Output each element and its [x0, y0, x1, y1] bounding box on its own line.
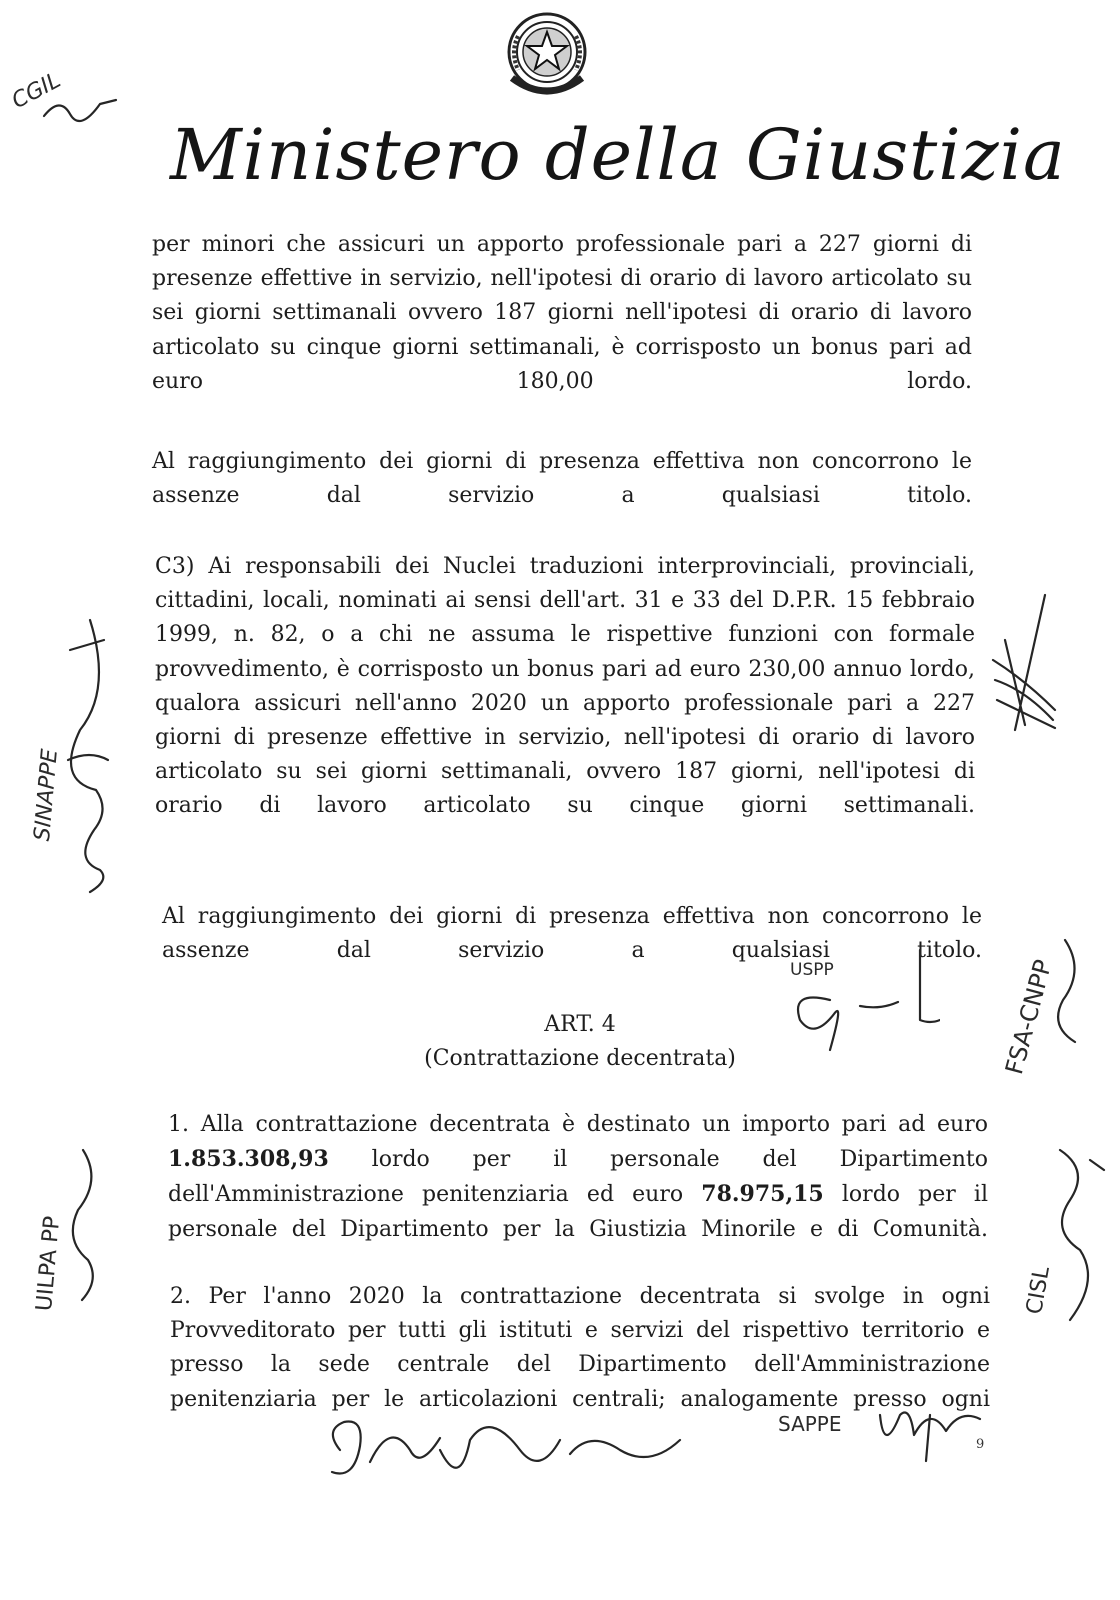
- handwritten-uilpa: UILPA PP: [32, 1215, 66, 1313]
- paragraph-art4-2: 2. Per l'anno 2020 la contrattazione decentrata si svolge in ogni Provveditorato per tutti gli istituti e servizi del rispettivo territorio e presso la sede centrale del Dipartimento dell'Amministrazione penitenziaria per le articolazioni centrali; analogamente presso ogni: [170, 1284, 990, 1412]
- sappe-signature-icon: [870, 1395, 990, 1465]
- handwritten-fsa-cnpp: FSA-CNPP: [1000, 956, 1058, 1078]
- handwritten-sappe: SAPPE: [778, 1412, 842, 1436]
- article-title: (Contrattazione decentrata): [424, 1046, 736, 1071]
- cgil-signature-icon: [40, 86, 120, 126]
- uilpa-signature-icon: [58, 1140, 108, 1310]
- handwritten-cisl: CISL: [1022, 1264, 1055, 1317]
- right-margin-signature-icon: [985, 590, 1065, 740]
- paragraph-bonus-minori: per minori che assicuri un apporto professionale pari a 227 giorni di presenze effettive in servizio, nell'ipotesi di orario di lavoro articolato su sei giorni settimanali ovvero 187 giorni nell'ipotesi di orario di lavoro articolato su cinque giorni settimanali, è corrisposto un bonus pari ad euro 180,00 lordo.: [152, 232, 972, 394]
- handwritten-uspp: USPP: [790, 960, 834, 980]
- article-number: ART. 4: [544, 1012, 616, 1037]
- art4-1-text-a: 1. Alla contrattazione decentrata è destinato un importo pari ad euro: [168, 1112, 988, 1137]
- paragraph-c3: C3) Ai responsabili dei Nuclei traduzioni interprovinciali, provinciali, cittadini, locali, nominati ai sensi dell'art. 31 e 33 del D.P.R. 15 febbraio 1999, n. 82, o a chi ne assuma le rispettive funzioni con formale provvedimento, è corrisposto un bonus pari ad euro 230,00 annuo lordo, qualora assicuri nell'anno 2020 un apporto professionale pari a 227 giorni di presenze effettive in servizio, nell'ipotesi di orario di lavoro articolato su sei giorni settimanali, ovvero 187 giorni, nell'ipotesi di orario di lavoro articolato su cinque giorni settimanali.: [155, 554, 975, 819]
- amount-dap: 1.853.308,93: [168, 1146, 329, 1173]
- sinappe-signature-icon: [60, 610, 120, 900]
- art4-1-text-b: lordo per il personale del Dipartimento dell'Amministrazione penitenziaria ed euro: [168, 1147, 988, 1208]
- paragraph-presenza-1: Al raggiungimento dei giorni di presenza effettiva non concorrono le assenze dal servizio a qualsiasi titolo.: [152, 449, 972, 509]
- art4-1-text-c: lordo per il personale del Dipartimento per la Giustizia Minorile e di Comunità.: [168, 1182, 988, 1242]
- handwritten-sinappe: SINAPPE: [30, 747, 63, 843]
- amount-dgmc: 78.975,15: [701, 1181, 824, 1208]
- fsa-cnpp-signature-icon: [1045, 930, 1095, 1050]
- uspp-signature-icon: [770, 940, 940, 1080]
- page-number: 9: [976, 1437, 985, 1452]
- paragraph-art4-1: [168, 1108, 988, 1281]
- bottom-signatures-icon: [320, 1410, 740, 1490]
- cisl-signature-icon: [1040, 1140, 1110, 1330]
- paragraph-presenza-2: Al raggiungimento dei giorni di presenza effettiva non concorrono le assenze dal servizio a qualsiasi titolo.: [162, 904, 982, 964]
- ministry-title: Ministero della Giustizia: [170, 114, 1066, 196]
- italian-republic-emblem-icon: [500, 8, 594, 102]
- handwritten-cgil: CGIL: [8, 67, 65, 115]
